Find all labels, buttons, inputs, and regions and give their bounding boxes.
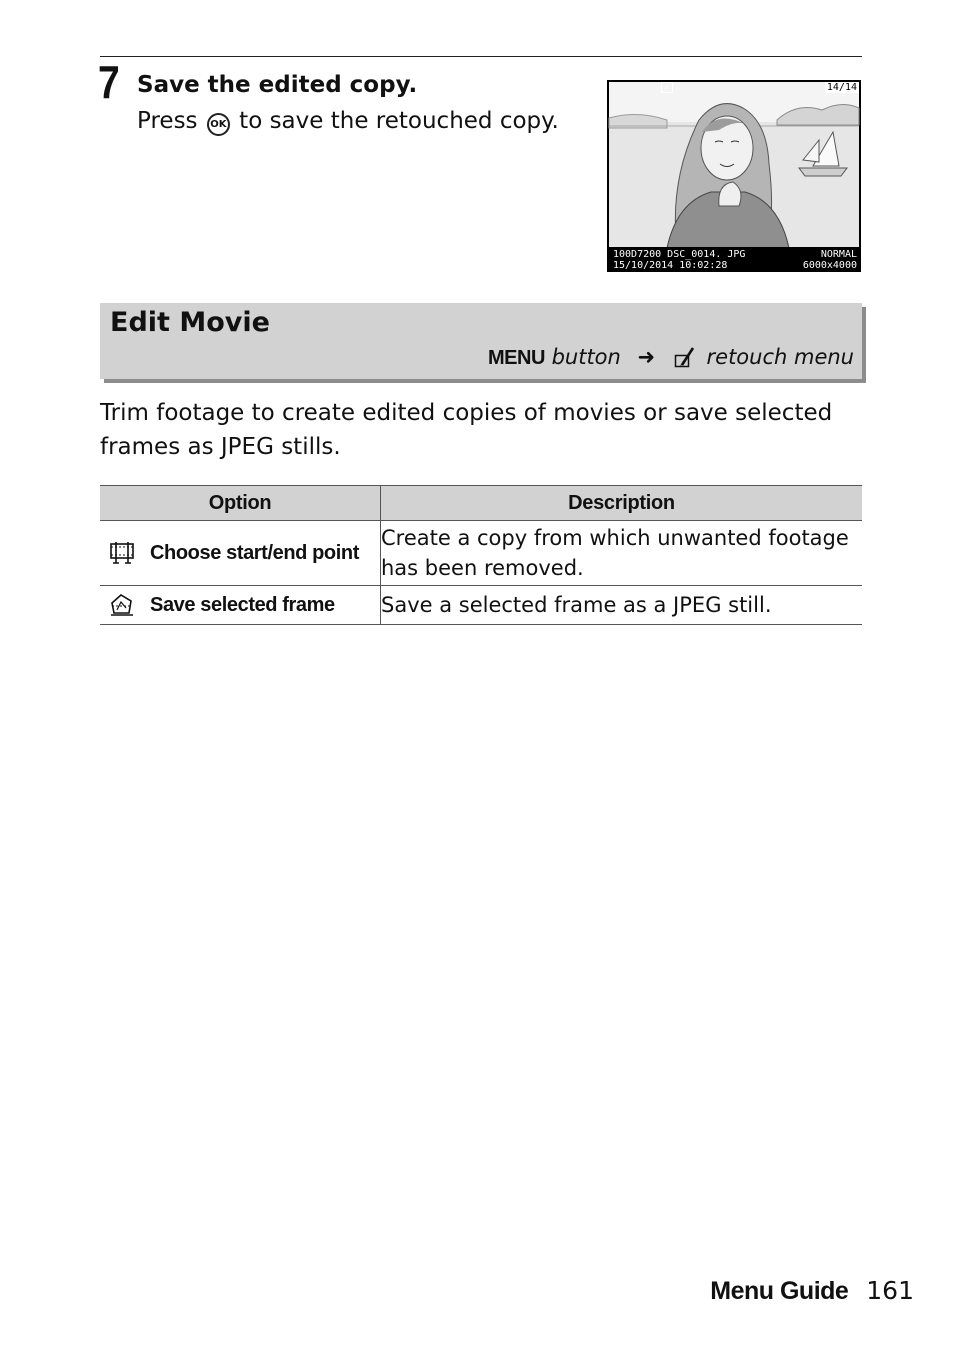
page-number: 161 — [866, 1276, 914, 1305]
option-cell — [100, 521, 381, 586]
top-rule — [100, 56, 862, 57]
step-title: Save the edited copy. — [137, 72, 418, 98]
retouch-menu-icon — [674, 346, 696, 368]
image-size: 6000x4000 — [802, 260, 857, 271]
option-cell — [100, 586, 381, 625]
trim-movie-icon — [109, 541, 135, 565]
step-number: 7 — [98, 56, 120, 108]
header-option: Option — [100, 486, 381, 521]
header-description: Description — [381, 486, 863, 521]
option-label: Choose start/end point — [150, 541, 359, 564]
intro-text: Trim footage to create edited copies of movies or save selected frames as JPEG stills. — [100, 400, 833, 460]
menu-path-target: retouch menu — [706, 345, 854, 369]
table-header-row — [100, 486, 862, 521]
image-quality: NORMAL — [820, 249, 857, 260]
date-time: 15/10/2014 10:02:28 — [613, 260, 728, 271]
menu-path — [488, 345, 854, 370]
menu-path-button: button — [551, 345, 621, 369]
camera-playback-screen — [607, 80, 861, 272]
ok-button-icon: OK — [207, 113, 230, 136]
step-body — [137, 108, 559, 136]
options-table — [100, 485, 862, 625]
section-title: Edit Movie — [110, 307, 270, 338]
arrow-icon: ➜ — [637, 345, 656, 369]
description-cell: Save a selected frame as a JPEG still. — [381, 586, 863, 625]
file-info: 100D7200 DSC_0014. JPG — [613, 249, 746, 260]
step-body-before: Press — [137, 108, 198, 134]
section-header — [100, 303, 862, 379]
table-row — [100, 586, 862, 625]
retouch-indicator-icon: ✓ — [661, 82, 673, 93]
retouched-photo — [607, 80, 861, 272]
frame-counter: 14/14 — [826, 82, 857, 93]
footer-section: Menu Guide — [710, 1277, 849, 1305]
table-row — [100, 521, 862, 586]
description-cell: Create a copy from which unwanted footage has been removed. — [381, 521, 863, 586]
save-frame-icon — [109, 593, 135, 617]
menu-button-label: MENU — [488, 347, 545, 369]
step-body-after: to save the retouched copy. — [239, 108, 559, 134]
page-footer — [710, 1276, 914, 1306]
option-label: Save selected frame — [150, 593, 335, 616]
